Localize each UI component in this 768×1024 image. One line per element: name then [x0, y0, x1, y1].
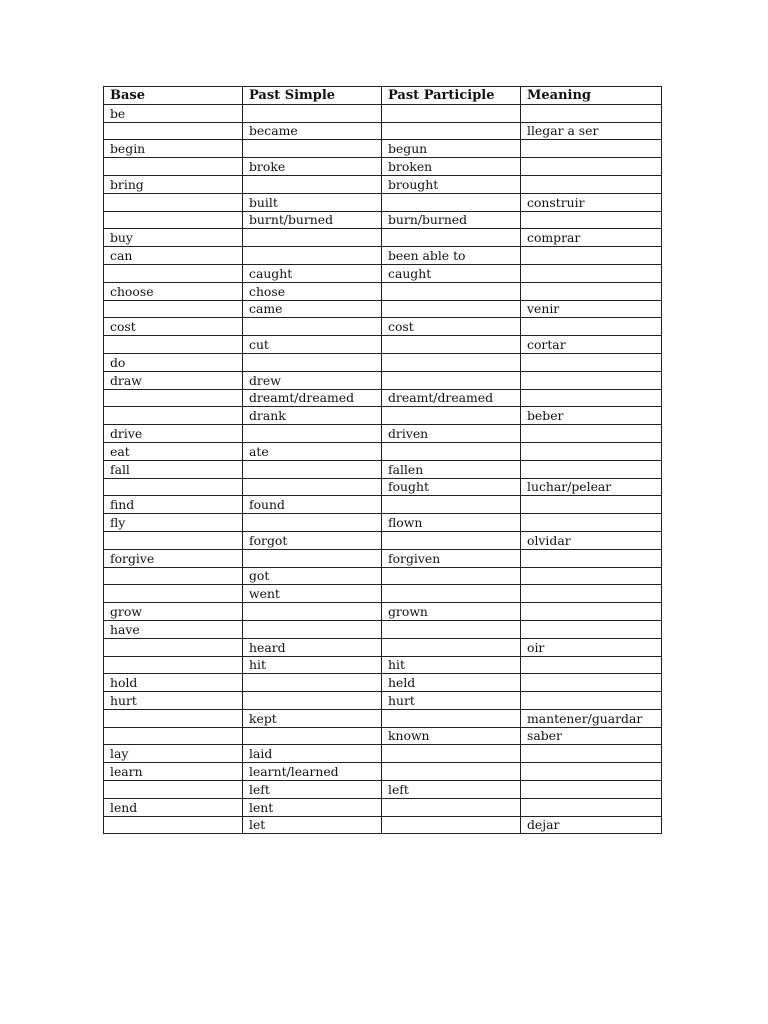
cell-meaning: [521, 603, 662, 621]
cell-past-simple: [243, 603, 382, 621]
cell-meaning: [521, 656, 662, 674]
cell-base: [104, 638, 243, 656]
cell-past-participle: known: [382, 727, 521, 745]
cell-base: grow: [104, 603, 243, 621]
cell-past-participle: [382, 816, 521, 834]
cell-past-simple: [243, 229, 382, 247]
header-meaning: Meaning: [521, 87, 662, 105]
cell-past-participle: left: [382, 781, 521, 799]
cell-base: hurt: [104, 692, 243, 710]
table-row: [104, 282, 662, 300]
cell-past-participle: grown: [382, 603, 521, 621]
cell-past-simple: [243, 478, 382, 496]
cell-past-participle: [382, 282, 521, 300]
cell-meaning: [521, 798, 662, 816]
cell-base: [104, 709, 243, 727]
cell-past-participle: cost: [382, 318, 521, 336]
cell-base: [104, 816, 243, 834]
cell-past-simple: hit: [243, 656, 382, 674]
cell-past-participle: [382, 531, 521, 549]
cell-base: buy: [104, 229, 243, 247]
cell-past-participle: [382, 745, 521, 763]
header-row: [104, 87, 662, 105]
cell-past-participle: [382, 122, 521, 140]
cell-past-simple: dreamt/dreamed: [243, 389, 382, 407]
cell-past-participle: hurt: [382, 692, 521, 710]
cell-past-participle: fallen: [382, 460, 521, 478]
table-row: [104, 816, 662, 834]
cell-meaning: [521, 442, 662, 460]
cell-past-participle: broken: [382, 158, 521, 176]
table-row: [104, 389, 662, 407]
table-row: [104, 798, 662, 816]
table-row: [104, 656, 662, 674]
table-row: [104, 496, 662, 514]
cell-past-simple: learnt/learned: [243, 763, 382, 781]
table-row: [104, 460, 662, 478]
cell-meaning: construir: [521, 193, 662, 211]
cell-base: [104, 531, 243, 549]
cell-past-simple: cut: [243, 336, 382, 354]
cell-meaning: [521, 158, 662, 176]
cell-base: [104, 122, 243, 140]
cell-meaning: [521, 692, 662, 710]
cell-base: [104, 567, 243, 585]
cell-base: choose: [104, 282, 243, 300]
cell-past-participle: [382, 193, 521, 211]
cell-base: [104, 781, 243, 799]
cell-past-simple: [243, 175, 382, 193]
table-row: [104, 763, 662, 781]
cell-base: [104, 336, 243, 354]
cell-past-participle: [382, 709, 521, 727]
cell-past-simple: chose: [243, 282, 382, 300]
cell-past-simple: drank: [243, 407, 382, 425]
cell-base: [104, 585, 243, 603]
cell-past-participle: burn/burned: [382, 211, 521, 229]
table-row: [104, 709, 662, 727]
cell-base: fall: [104, 460, 243, 478]
cell-past-simple: [243, 104, 382, 122]
table-row: [104, 585, 662, 603]
cell-meaning: [521, 514, 662, 532]
cell-past-simple: built: [243, 193, 382, 211]
cell-past-participle: [382, 567, 521, 585]
table-row: [104, 620, 662, 638]
cell-past-participle: [382, 585, 521, 603]
cell-meaning: llegar a ser: [521, 122, 662, 140]
cell-past-participle: begun: [382, 140, 521, 158]
irregular-verbs-table: [103, 86, 662, 834]
cell-past-participle: [382, 763, 521, 781]
cell-base: begin: [104, 140, 243, 158]
cell-base: lay: [104, 745, 243, 763]
cell-base: be: [104, 104, 243, 122]
cell-past-participle: [382, 353, 521, 371]
cell-past-simple: [243, 425, 382, 443]
table-row: [104, 211, 662, 229]
cell-base: [104, 407, 243, 425]
cell-base: [104, 727, 243, 745]
cell-meaning: [521, 620, 662, 638]
cell-meaning: [521, 318, 662, 336]
cell-meaning: saber: [521, 727, 662, 745]
cell-past-participle: fought: [382, 478, 521, 496]
cell-past-simple: [243, 460, 382, 478]
table-row: [104, 674, 662, 692]
cell-meaning: luchar/pelear: [521, 478, 662, 496]
cell-base: [104, 300, 243, 318]
table-row: [104, 549, 662, 567]
cell-past-simple: [243, 549, 382, 567]
table-row: [104, 300, 662, 318]
cell-past-participle: dreamt/dreamed: [382, 389, 521, 407]
cell-past-participle: [382, 371, 521, 389]
cell-past-simple: caught: [243, 264, 382, 282]
cell-meaning: [521, 371, 662, 389]
cell-meaning: [521, 460, 662, 478]
table-row: [104, 781, 662, 799]
cell-meaning: venir: [521, 300, 662, 318]
cell-past-simple: broke: [243, 158, 382, 176]
cell-meaning: dejar: [521, 816, 662, 834]
cell-past-simple: [243, 620, 382, 638]
cell-base: bring: [104, 175, 243, 193]
cell-past-participle: been able to: [382, 247, 521, 265]
cell-base: [104, 193, 243, 211]
table-row: [104, 193, 662, 211]
cell-base: cost: [104, 318, 243, 336]
cell-base: [104, 264, 243, 282]
cell-past-simple: [243, 692, 382, 710]
cell-past-participle: [382, 496, 521, 514]
cell-past-simple: got: [243, 567, 382, 585]
cell-past-participle: brought: [382, 175, 521, 193]
cell-base: [104, 211, 243, 229]
table-row: [104, 229, 662, 247]
cell-past-simple: [243, 140, 382, 158]
cell-base: have: [104, 620, 243, 638]
cell-meaning: beber: [521, 407, 662, 425]
cell-base: forgive: [104, 549, 243, 567]
cell-meaning: [521, 745, 662, 763]
cell-meaning: mantener/guardar: [521, 709, 662, 727]
cell-meaning: [521, 353, 662, 371]
table-row: [104, 247, 662, 265]
cell-meaning: [521, 175, 662, 193]
cell-meaning: [521, 549, 662, 567]
cell-past-participle: flown: [382, 514, 521, 532]
header-past-participle: Past Participle: [382, 87, 521, 105]
table-row: [104, 531, 662, 549]
cell-past-participle: [382, 229, 521, 247]
cell-meaning: [521, 674, 662, 692]
cell-meaning: [521, 425, 662, 443]
cell-past-simple: [243, 247, 382, 265]
table-row: [104, 158, 662, 176]
cell-past-simple: [243, 514, 382, 532]
table-row: [104, 638, 662, 656]
cell-past-simple: found: [243, 496, 382, 514]
cell-past-simple: heard: [243, 638, 382, 656]
table-row: [104, 122, 662, 140]
cell-past-simple: [243, 318, 382, 336]
table-body: [104, 104, 662, 834]
cell-meaning: [521, 140, 662, 158]
cell-meaning: oir: [521, 638, 662, 656]
table-row: [104, 318, 662, 336]
cell-past-simple: [243, 674, 382, 692]
cell-meaning: [521, 247, 662, 265]
cell-base: draw: [104, 371, 243, 389]
cell-past-simple: burnt/burned: [243, 211, 382, 229]
cell-base: learn: [104, 763, 243, 781]
table-row: [104, 140, 662, 158]
cell-meaning: [521, 781, 662, 799]
cell-past-participle: forgiven: [382, 549, 521, 567]
header-base: Base: [104, 87, 243, 105]
cell-base: fly: [104, 514, 243, 532]
header-past-simple: Past Simple: [243, 87, 382, 105]
cell-past-simple: left: [243, 781, 382, 799]
cell-base: eat: [104, 442, 243, 460]
table-row: [104, 745, 662, 763]
cell-base: drive: [104, 425, 243, 443]
cell-meaning: [521, 763, 662, 781]
cell-meaning: [521, 496, 662, 514]
cell-past-simple: lent: [243, 798, 382, 816]
cell-past-simple: drew: [243, 371, 382, 389]
cell-base: do: [104, 353, 243, 371]
table-row: [104, 442, 662, 460]
cell-base: find: [104, 496, 243, 514]
table-row: [104, 104, 662, 122]
table-row: [104, 353, 662, 371]
cell-past-simple: laid: [243, 745, 382, 763]
cell-past-participle: driven: [382, 425, 521, 443]
cell-base: can: [104, 247, 243, 265]
cell-past-participle: [382, 442, 521, 460]
cell-past-participle: held: [382, 674, 521, 692]
cell-past-participle: [382, 300, 521, 318]
table-row: [104, 727, 662, 745]
cell-base: lend: [104, 798, 243, 816]
table-row: [104, 567, 662, 585]
cell-base: [104, 478, 243, 496]
cell-past-simple: forgot: [243, 531, 382, 549]
cell-past-participle: [382, 638, 521, 656]
table-row: [104, 425, 662, 443]
cell-meaning: [521, 585, 662, 603]
cell-meaning: [521, 389, 662, 407]
table-row: [104, 478, 662, 496]
table-row: [104, 175, 662, 193]
cell-past-simple: kept: [243, 709, 382, 727]
table-row: [104, 692, 662, 710]
cell-past-participle: hit: [382, 656, 521, 674]
table-row: [104, 407, 662, 425]
cell-base: [104, 656, 243, 674]
cell-past-simple: went: [243, 585, 382, 603]
cell-meaning: olvidar: [521, 531, 662, 549]
cell-past-participle: caught: [382, 264, 521, 282]
cell-meaning: cortar: [521, 336, 662, 354]
cell-meaning: [521, 264, 662, 282]
table-row: [104, 603, 662, 621]
cell-meaning: [521, 104, 662, 122]
table-row: [104, 514, 662, 532]
cell-past-participle: [382, 798, 521, 816]
cell-past-participle: [382, 620, 521, 638]
cell-meaning: [521, 567, 662, 585]
cell-base: hold: [104, 674, 243, 692]
cell-base: [104, 158, 243, 176]
cell-past-participle: [382, 336, 521, 354]
cell-past-participle: [382, 407, 521, 425]
table-row: [104, 371, 662, 389]
cell-past-simple: let: [243, 816, 382, 834]
cell-meaning: [521, 211, 662, 229]
cell-meaning: comprar: [521, 229, 662, 247]
cell-past-participle: [382, 104, 521, 122]
cell-base: [104, 389, 243, 407]
cell-past-simple: came: [243, 300, 382, 318]
table-row: [104, 336, 662, 354]
cell-past-simple: became: [243, 122, 382, 140]
cell-past-simple: ate: [243, 442, 382, 460]
cell-past-simple: [243, 353, 382, 371]
table-header: [104, 87, 662, 105]
table-row: [104, 264, 662, 282]
cell-past-simple: [243, 727, 382, 745]
cell-meaning: [521, 282, 662, 300]
